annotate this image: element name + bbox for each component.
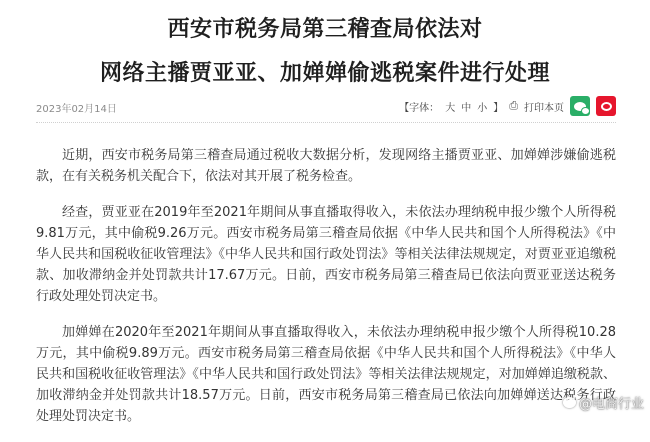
article-body [36,145,616,442]
article-title-line-2: 网络主播贾亚亚、加婵婵偷逃税案件进行处理 [99,61,550,86]
watermark [563,393,644,412]
paragraph-1: 近期，西安市税务局第三稽查局通过税收大数据分析，发现网络主播贾亚亚、加婵婵涉嫌偷逃税款，在有关税务机关配合下，依法对其开展了税务检查。 [36,148,616,184]
meta-divider [36,122,616,123]
print-page-link[interactable]: 打印本页 [524,102,564,114]
print-icon[interactable]: ⎙ [509,99,518,112]
article-tools [399,96,616,116]
watermark-text: @电商行业 [578,397,644,412]
article-title-line-1: 西安市税务局第三稽查局依法对 [167,17,483,42]
font-size-bracket: 】 [493,102,504,114]
font-size-large-link[interactable]: 大 [445,102,456,114]
weibo-watermark-icon [563,397,576,408]
article-meta-bar [36,96,616,118]
paragraph-3: 加婵婵在2020年至2021年期间从事直播取得收入，未依法办理纳税申报少缴个人所得税10.28万元，其中偷税9.89万元。西安市税务局第三稽查局依据《中华人民共和国个人所得税法》《中华人民共和国税收征收管理法》《中华人民共和国行政处罚法》等相关法律法规规定，对加婵婵追缴税款、加收滞纳金并处罚款共计18.57万元。日前，西安市税务局第三稽查局已依法向加婵婵送达税务行政处理处罚决定书。 [36,325,616,424]
font-size-medium-link[interactable]: 中 [461,102,472,114]
font-size-small-link[interactable]: 小 [477,102,488,114]
paragraph-2: 经查，贾亚亚在2019年至2021年期间从事直播取得收入，未依法办理纳税申报少缴个人所得税9.81万元，其中偷税9.26万元。西安市税务局第三稽查局依据《中华人民共和国个人所得税法》《中华人民共和国税收征收管理法》《中华人民共和国行政处罚法》等相关法律法规规定，对贾亚亚追缴税款、加收滞纳金并处罚款共计17.67万元。日前，西安市税务局第三稽查局已依法向贾亚亚送达税务行政处理处罚决定书。 [36,205,616,304]
weibo-icon[interactable] [596,96,616,116]
wechat-icon[interactable] [570,96,590,116]
publish-date: 2023年02月14日 [36,104,117,115]
weibo-eye-icon [601,102,612,111]
wechat-bubble-icon [574,102,586,111]
font-size-label: 【字体： [399,102,440,114]
